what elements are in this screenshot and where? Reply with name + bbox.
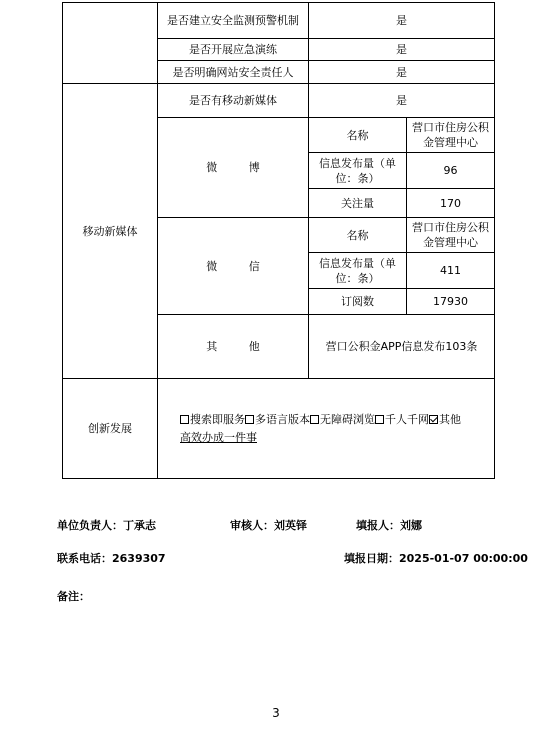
- weibo-posts-value: 96: [407, 153, 495, 189]
- wechat-subs-label: 订阅数: [309, 289, 407, 315]
- fill-date: 填报日期：2025-01-07 00:00:00: [344, 552, 528, 565]
- responsible-label: 是否明确网站安全责任人: [158, 61, 309, 84]
- option-personalized[interactable]: 千人千网: [375, 413, 429, 426]
- wechat-subs-value: 17930: [407, 289, 495, 315]
- option-multilanguage[interactable]: 多语言版本: [245, 413, 310, 426]
- checkbox-checked-icon[interactable]: [429, 415, 438, 424]
- website-report-table: [62, 2, 495, 479]
- reviewer: 审核人：刘英铎: [230, 519, 307, 532]
- responsible-value: 是: [309, 61, 495, 84]
- mobile-section-label: 移动新媒体: [63, 84, 158, 379]
- wechat-posts-label: 信息发布量（单位：条）: [309, 253, 407, 289]
- unit-head: 单位负责人：丁承志: [57, 519, 156, 532]
- wechat-name-value: 营口市住房公积金管理中心: [407, 218, 495, 253]
- table-row: [63, 3, 495, 39]
- drill-value: 是: [309, 39, 495, 61]
- wechat-posts-value: 411: [407, 253, 495, 289]
- option-search-service[interactable]: 搜索即服务: [180, 413, 245, 426]
- filler: 填报人：刘娜: [356, 519, 422, 532]
- innovation-options-cell: [158, 379, 495, 479]
- wechat-label: 微 信: [158, 218, 309, 315]
- weibo-name-label: 名称: [309, 118, 407, 153]
- has-mobile-value: 是: [309, 84, 495, 118]
- contact-phone: 联系电话：2639307: [57, 552, 166, 565]
- checkbox-icon[interactable]: [180, 415, 189, 424]
- has-mobile-label: 是否有移动新媒体: [158, 84, 309, 118]
- drill-label: 是否开展应急演练: [158, 39, 309, 61]
- checkbox-icon[interactable]: [245, 415, 254, 424]
- option-accessibility[interactable]: 无障碍浏览: [310, 413, 375, 426]
- table-row: [63, 84, 495, 118]
- innovation-other-text: 高效办成一件事: [180, 431, 257, 444]
- warning-label: 是否建立安全监测预警机制: [158, 3, 309, 39]
- weibo-label: 微 博: [158, 118, 309, 218]
- weibo-name-value: 营口市住房公积金管理中心: [407, 118, 495, 153]
- other-value: 营口公积金APP信息发布103条: [309, 315, 495, 379]
- table-row: [63, 379, 495, 479]
- page-number: 3: [272, 706, 280, 720]
- wechat-name-label: 名称: [309, 218, 407, 253]
- blank-section-cell: [63, 3, 158, 84]
- warning-value: 是: [309, 3, 495, 39]
- remarks-label: 备注：: [57, 590, 90, 603]
- checkbox-icon[interactable]: [375, 415, 384, 424]
- weibo-posts-label: 信息发布量（单位：条）: [309, 153, 407, 189]
- innovation-section-label: 创新发展: [63, 379, 158, 479]
- weibo-follow-value: 170: [407, 189, 495, 218]
- option-other[interactable]: 其他: [429, 413, 461, 426]
- weibo-follow-label: 关注量: [309, 189, 407, 218]
- other-label: 其 他: [158, 315, 309, 379]
- checkbox-icon[interactable]: [310, 415, 319, 424]
